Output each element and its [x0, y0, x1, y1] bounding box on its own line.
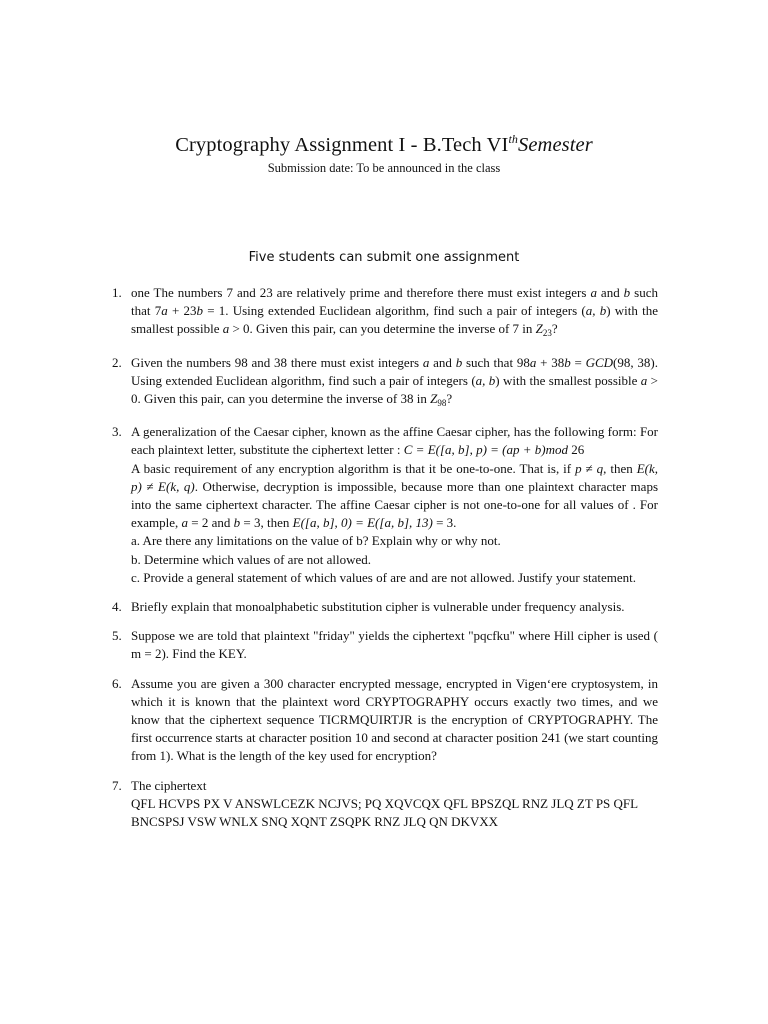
question-5 — [106, 627, 658, 663]
question-text: Assume you are given a 300 character encrypted message, encrypted in Vigen‘ere cryptosystem, in which it is known that the plaintext word CRYPTOGRAPHY occurs exactly two times, and we know that the ciphertext sequence TICRMQUIRTJR is the encryption of CRYPTOGRAPHY. The first occurrence starts at character position 10 and second at character position 241 (we start counting from 1). What is the length of the key used for encryption? — [131, 675, 658, 764]
title-semester: Semester — [518, 133, 593, 156]
title-text: Cryptography Assignment I - B.Tech VI — [175, 133, 509, 156]
question-list — [106, 284, 658, 842]
page-title — [0, 132, 768, 157]
question-number: 3. — [112, 424, 122, 440]
question-text: The ciphertext — [131, 777, 207, 793]
question-number: 4. — [112, 599, 122, 615]
question-text: Briefly explain that monoalphabetic substitution cipher is vulnerable under frequency analysis. — [131, 599, 625, 615]
question-number: 2. — [112, 354, 122, 370]
subquestion-a: a. Are there any limitations on the value of b? Explain why or why not. — [131, 533, 501, 549]
submission-date: Submission date: To be announced in the class — [267, 161, 501, 175]
question-number: 7. — [112, 777, 122, 793]
question-number: 1. — [112, 285, 122, 300]
title-superscript: th — [508, 132, 518, 146]
question-number: 6. — [112, 675, 122, 691]
question-number: 5. — [112, 628, 122, 644]
subquestion-b: b. Determine which values of are not allowed. — [131, 551, 372, 567]
subquestion-c: c. Provide a general statement of which values of are and are not allowed. Justify your statement. — [131, 569, 637, 585]
question-4 — [106, 598, 658, 616]
ciphertext-block: QFL HCVPS PX V ANSWLCEZK NCJVS; PQ XQVCQX QFL BPSZQL RNZ JLQ ZT PS QFL BNCSPSJ VSW WNLX SNQ XQNT ZSQPK RNZ JLQ QN DKVXX — [131, 795, 638, 830]
question-3: 3. A generalization of the Caesar cipher, known as the affine Caesar cipher, has the following form: For each plaintext letter, substitute the ciphertext letter : C = E([a, b], p) = (ap + b)mod 26 A basic requirement of any encryption algorithm is that it be one-to-one. That is, if p ≠ q, then E(k, p) ≠ E(k, q). Otherwise, decryption is impossible, because more than one plaintext character maps into the same ciphertext character. The affine Caesar cipher is not one-to-one for all values of . For example, a = 2 and b = 3, then E([a, b], 0) = E([a, b], 13) = 3. a. Are there any limitations on the value of b? Explain why or why not. b. Determine which values of are not allowed. c. Provide a general statement of which values of are and are not allowed. Justify your statement. — [106, 423, 658, 587]
question-text: Suppose we are told that plaintext "friday" yields the ciphertext "pqcfku" where Hill cipher is used ( m = 2). Find the KEY. — [131, 628, 658, 662]
question-7 — [106, 777, 658, 832]
group-note: Five students can submit one assignment — [248, 250, 520, 265]
question-1: 1. one The numbers 7 and 23 are relatively prime and therefore there must exist integers a and b such that 7a + 23b = 1. Using extended Euclidean algorithm, find such a pair of integers (a, b) with the smallest possible a > 0. Given this pair, can you determine the inverse of 7 in $Z_{23}$? — [112, 285, 658, 339]
question-6 — [106, 675, 658, 766]
question-2: 2. Given the numbers 98 and 38 there must exist integers a and b such that 98a + 38b = GCD(98, 38). Using extended Euclidean algorithm, find such a pair of integers (a, b) with the smallest possible a > 0. Given this pair, can you determine the inverse of 38 in $Z_{98}$? — [112, 354, 658, 409]
